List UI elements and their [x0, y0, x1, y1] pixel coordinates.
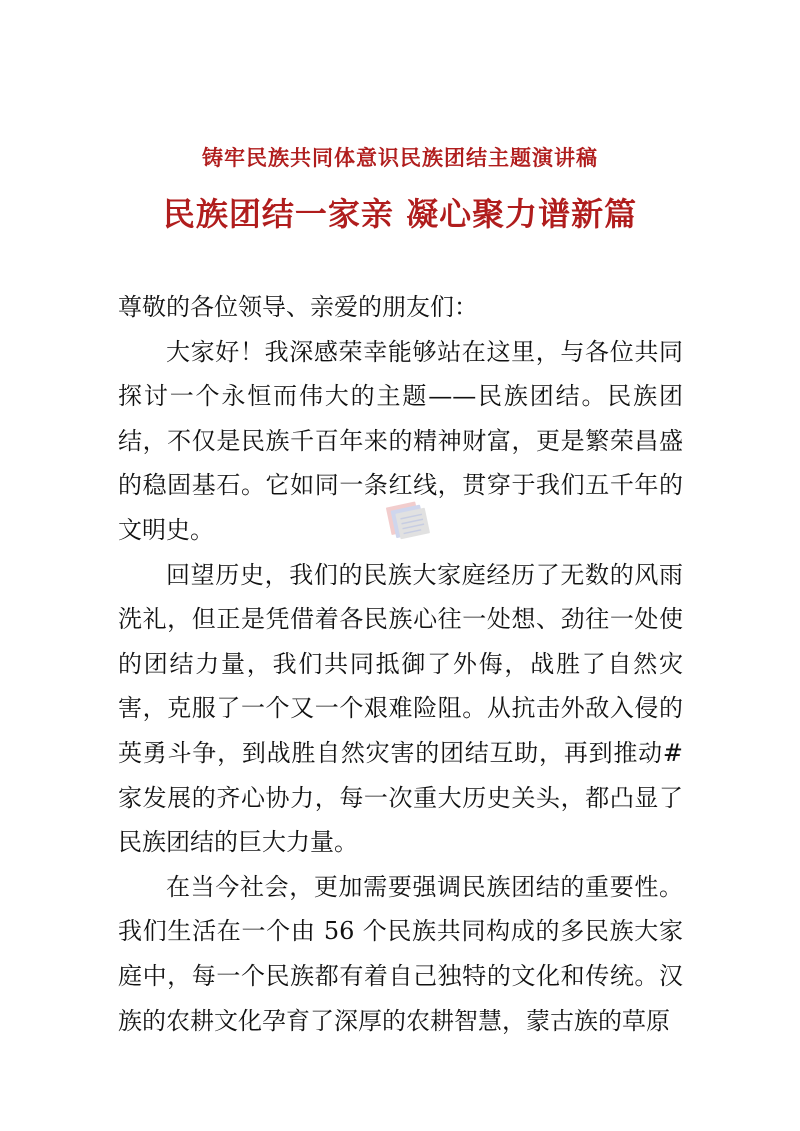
salutation: 尊敬的各位领导、亲爱的朋友们： [118, 293, 478, 321]
document-stack-icon [375, 498, 435, 544]
document-title: 民族团结一家亲 凝心聚力谱新篇 [162, 195, 638, 233]
document-subtitle: 铸牢民族共同体意识民族团结主题演讲稿 [202, 145, 598, 170]
document-body [118, 285, 683, 1043]
paragraph: 在当今社会，更加需要强调民族团结的重要性。我们生活在一个由 56 个民族共同构成的多民族大家庭中，每一个民族都有着自己独特的文化和传统。汉族的农耕文化孕育了深厚的农耕智慧，蒙古族的草原 [118, 872, 683, 1035]
paragraph: 大家好！我深感荣幸能够站在这里，与各位共同探讨一个永恒而伟大的主题——民族团结。民族团结，不仅是民族千百年来的精神财富，更是繁荣昌盛的稳固基石。它如同一条红线，贯穿于我们五千年的文明史。 [118, 337, 683, 544]
paragraph: 回望历史，我们的民族大家庭经历了无数的风雨洗礼，但正是凭借着各民族心往一处想、劲往一处使的团结力量，我们共同抵御了外侮，战胜了自然灾害，克服了一个又一个艰难险阻。从抗击外敌入侵的英勇斗争，到战胜自然灾害的团结互助，再到推动#家发展的齐心协力，每一次重大历史关头，都凸显了民族团结的巨大力量。 [118, 560, 683, 857]
